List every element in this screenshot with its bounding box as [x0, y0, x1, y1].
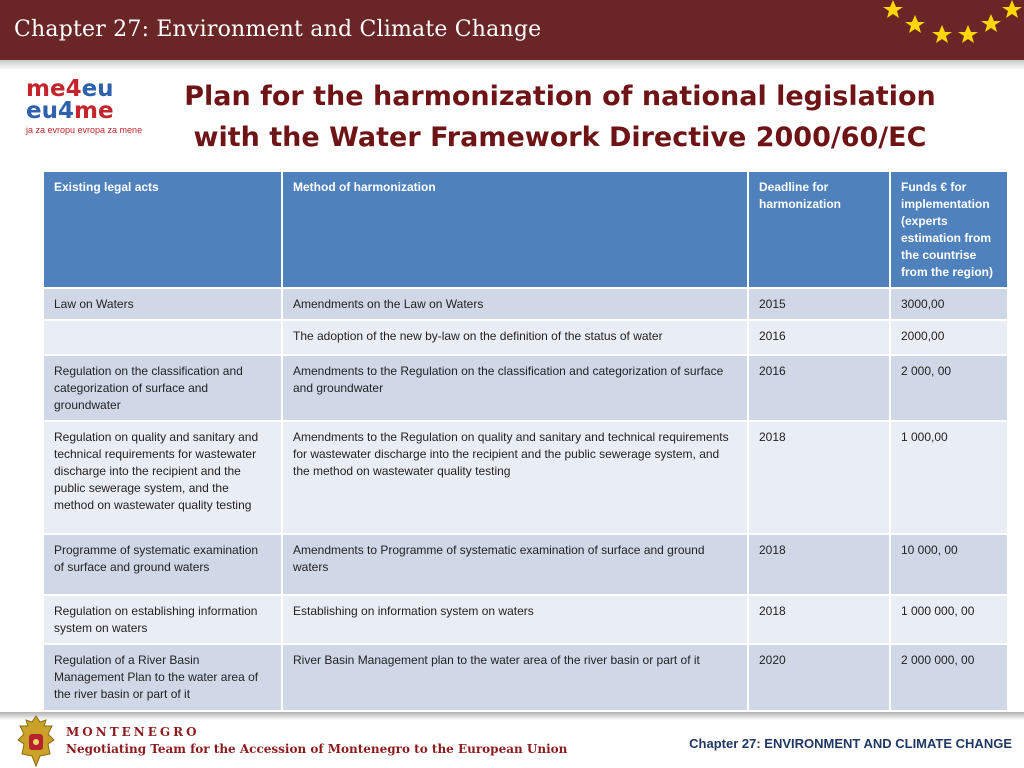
table-cell: 1 000,00	[890, 421, 1008, 534]
table-row	[43, 288, 1008, 320]
footer-chapter: Chapter 27: ENVIRONMENT AND CLIMATE CHANGE	[689, 736, 1012, 751]
column-header: Deadline for harmonization	[748, 171, 890, 288]
table-row	[43, 421, 1008, 534]
slide-title-line-1: Plan for the harmonization of national legislation	[184, 81, 936, 112]
table-cell: Regulation on quality and sanitary and technical requirements for wastewater discharge into the recipient and the public sewerage system, and the method on wastewater quality testing	[43, 421, 282, 534]
table-cell: 2020	[748, 644, 890, 711]
table-row	[43, 534, 1008, 595]
footer-team: Negotiating Team for the Accession of Montenegro to the European Union	[66, 742, 568, 756]
table-header-row	[43, 171, 1008, 288]
table-cell: The adoption of the new by-law on the definition of the status of water	[282, 320, 748, 355]
logo-text: eu4	[26, 98, 74, 124]
table-row	[43, 595, 1008, 644]
table-cell: 2018	[748, 421, 890, 534]
table-cell: 2 000 000, 00	[890, 644, 1008, 711]
table-cell: 2015	[748, 288, 890, 320]
footer-org: MONTENEGRO	[66, 725, 200, 739]
table-cell: 2016	[748, 355, 890, 421]
table-cell: Establishing on information system on waters	[282, 595, 748, 644]
star-icon	[883, 0, 903, 18]
table-cell: Amendments to the Regulation on quality and sanitary and technical requirements for wastewater discharge into the recipient and the public sewerage system, and the method on wastewater quality testing	[282, 421, 748, 534]
slide-title	[170, 76, 950, 158]
table-cell: Amendments on the Law on Waters	[282, 288, 748, 320]
table-cell: 1 000 000, 00	[890, 595, 1008, 644]
footer-divider	[0, 712, 1024, 720]
table-cell: River Basin Management plan to the water area of the river basin or part of it	[282, 644, 748, 711]
logo-tagline: ja za evropu evropa za mene	[26, 125, 143, 135]
logo-text: eu	[81, 76, 114, 102]
header-shadow	[0, 60, 1024, 70]
table-cell: 2016	[748, 320, 890, 355]
footer	[0, 712, 1024, 768]
slide-title-line-2: with the Water Framework Directive 2000/60/EC	[193, 122, 927, 153]
table-row	[43, 644, 1008, 711]
table-cell: 10 000, 00	[890, 534, 1008, 595]
table-cell: Law on Waters	[43, 288, 282, 320]
table-cell: Regulation on the classification and categorization of surface and groundwater	[43, 355, 282, 421]
column-header: Existing legal acts	[43, 171, 282, 288]
table-cell: Regulation on establishing information system on waters	[43, 595, 282, 644]
star-icon	[1002, 0, 1022, 18]
eu-stars-icon	[0, 0, 1024, 60]
star-icon	[958, 25, 978, 43]
table-cell: 2 000, 00	[890, 355, 1008, 421]
table-row	[43, 320, 1008, 355]
column-header: Funds € for implementation (experts estimation from the countrise from the region)	[890, 171, 1008, 288]
table-cell: Programme of systematic examination of surface and ground waters	[43, 534, 282, 595]
star-icon	[905, 15, 925, 33]
logo-line-2	[26, 100, 114, 123]
table-row	[43, 355, 1008, 421]
table-cell: Amendments to the Regulation on the classification and categorization of surface and groundwater	[282, 355, 748, 421]
me4eu-logo	[24, 78, 154, 138]
star-icon	[981, 14, 1001, 32]
table-cell: 2000,00	[890, 320, 1008, 355]
chapter-title: Chapter 27: Environment and Climate Change	[14, 17, 542, 42]
star-icon	[932, 25, 952, 43]
table-cell: 3000,00	[890, 288, 1008, 320]
table-cell: 2018	[748, 534, 890, 595]
header-bar	[0, 0, 1024, 60]
logo-text: me4	[26, 76, 82, 102]
logo-text: me	[73, 98, 114, 124]
table-cell	[43, 320, 282, 355]
column-header: Method of harmonization	[282, 171, 748, 288]
harmonization-table	[42, 170, 1007, 722]
table-cell: 2018	[748, 595, 890, 644]
table-cell: Regulation of a River Basin Management Plan to the water area of the river basin or part of it	[43, 644, 282, 711]
table-cell: Amendments to Programme of systematic examination of surface and ground waters	[282, 534, 748, 595]
montenegro-coat-of-arms-icon	[12, 714, 60, 768]
